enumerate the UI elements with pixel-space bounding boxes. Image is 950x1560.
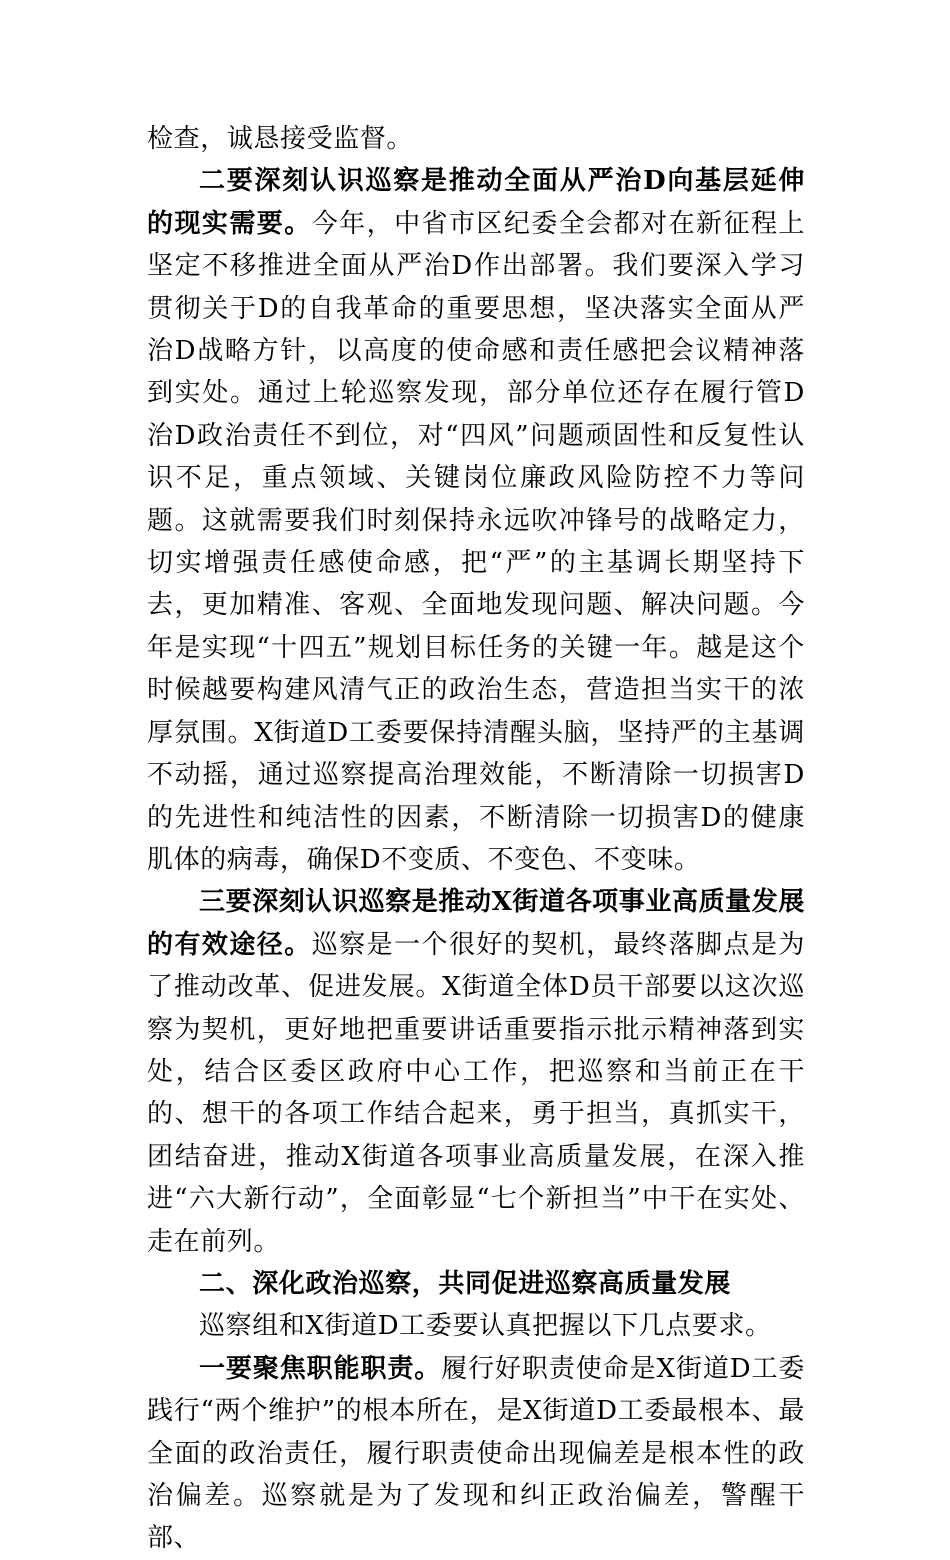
section-heading xyxy=(147,1263,805,1305)
paragraph-lead: 一要聚焦职能职责。 xyxy=(199,1353,442,1384)
paragraph-text: 巡察组和X街道D工委要认真把握以下几点要求。 xyxy=(199,1311,772,1342)
paragraph-lead: 三要深刻认识巡察是推动X街道各项事业高质量发展的有效途径。 xyxy=(147,887,805,960)
paragraph-text: 履行好职责使命是X街道D工委践行“两个维护”的根本所在，是X街道D工委最根本、最全面的政治责任，履行职责使命出现偏差是根本性的政治偏差。巡察就是为了发现和纠正政治偏差，警醒干部、 xyxy=(147,1353,805,1554)
paragraph-point-three xyxy=(147,881,805,1263)
paragraph-point-two xyxy=(147,160,805,881)
paragraph-text: 巡察是一个很好的契机，最终落脚点是为了推动改革、促进发展。X街道全体D员干部要以这次巡察为契机，更好地把重要讲话重要指示批示精神落到实处，结合区委区政府中心工作，把巡察和当前正在干的、想干的各项工作结合起来，勇于担当，真抓实干，团结奋进，推动X街道各项事业高质量发展，在深入推进“六大新行动”，全面彰显“七个新担当”中干在实处、走在前列。 xyxy=(147,929,805,1257)
paragraph-point-one xyxy=(147,1348,805,1560)
paragraph-continuation xyxy=(147,118,805,160)
paragraph-lead: 二要深刻认识巡察是推动全面从严治D向基层延伸的现实需要。 xyxy=(147,166,805,239)
paragraph-intro xyxy=(147,1305,805,1347)
section-heading-text: 二、深化政治巡察，共同促进巡察高质量发展 xyxy=(199,1268,732,1299)
paragraph-text: 检查，诚恳接受监督。 xyxy=(147,124,414,154)
paragraph-text: 今年，中省市区纪委全会都对在新征程上坚定不移推进全面从严治D作出部署。我们要深入学习贯彻关于D的自我革命的重要思想，坚决落实全面从严治D战略方针，以高度的使命感和责任感把会议精神落到实处。通过上轮巡察发现，部分单位还存在履行管D治D政治责任不到位，对“四风”问题顽固性和反复性认识不足，重点领域、关键岗位廉政风险防控不力等问题。这就需要我们时刻保持永远吹冲锋号的战略定力，切实增强责任感使命感，把“严”的主基调长期坚持下去，更加精准、客观、全面地发现问题、解决问题。今年是实现“十四五”规划目标任务的关键一年。越是这个时候越要构建风清气正的政治生态，营造担当实干的浓厚氛围。X街道D工委要保持清醒头脑，坚持严的主基调不动摇，通过巡察提高治理效能，不断清除一切损害D的先进性和纯洁性的因素，不断清除一切损害D的健康肌体的病毒，确保D不变质、不变色、不变味。 xyxy=(147,208,805,875)
